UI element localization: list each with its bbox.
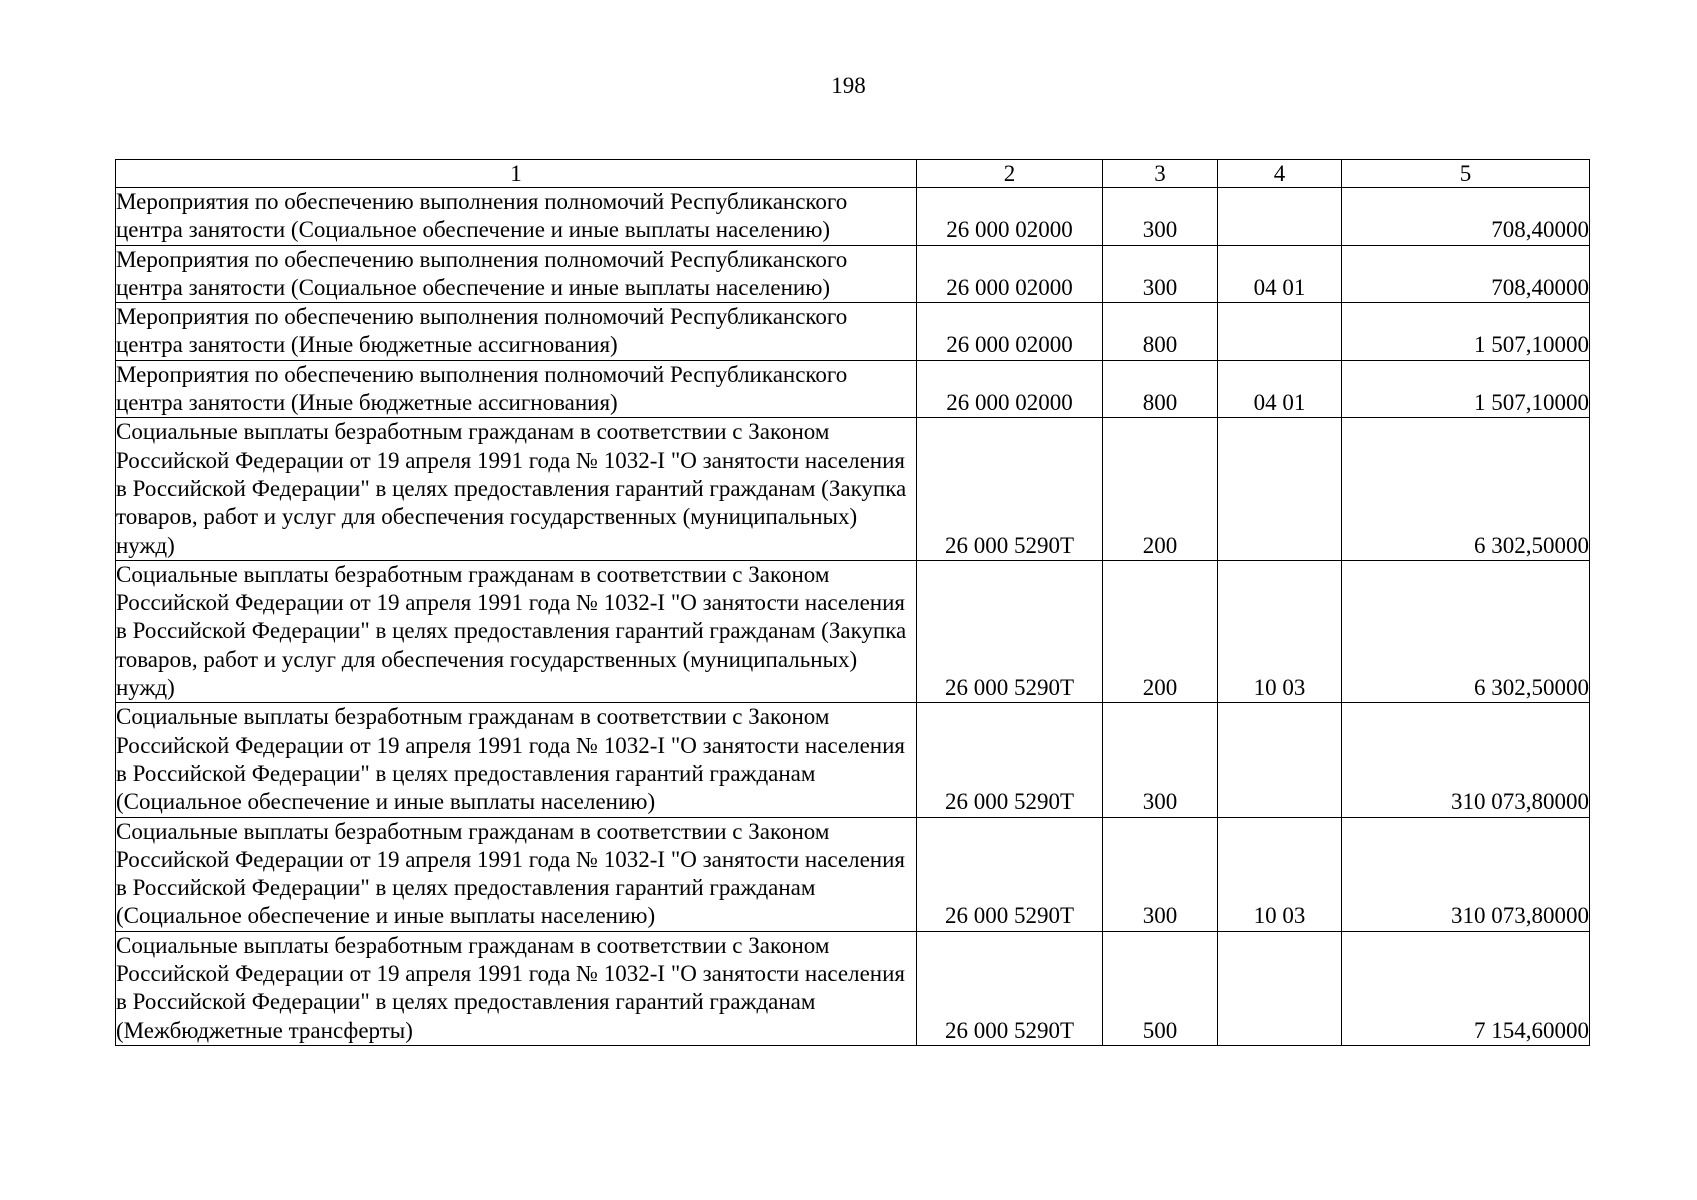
header-col-1: 1 (116, 160, 917, 188)
row-amount: 6 302,50000 (1342, 418, 1590, 560)
header-row (116, 160, 1590, 188)
page-number: 198 (831, 73, 866, 98)
row-section: 04 01 (1218, 245, 1342, 303)
row-amount: 1 507,10000 (1342, 360, 1590, 418)
row-target-article: 26 000 5290Т (917, 560, 1103, 702)
header-col-4: 4 (1218, 160, 1342, 188)
header-col-5: 5 (1342, 160, 1590, 188)
table-row (116, 931, 1590, 1045)
header-col-3: 3 (1103, 160, 1218, 188)
row-target-article: 26 000 02000 (917, 303, 1103, 361)
table-row (116, 188, 1590, 246)
row-section (1218, 303, 1342, 361)
row-amount: 708,40000 (1342, 245, 1590, 303)
row-target-article: 26 000 5290Т (917, 703, 1103, 817)
row-section (1218, 188, 1342, 246)
row-section (1218, 418, 1342, 560)
row-amount: 310 073,80000 (1342, 703, 1590, 817)
row-expense-type: 300 (1103, 245, 1218, 303)
row-section (1218, 931, 1342, 1045)
row-expense-type: 800 (1103, 303, 1218, 361)
table-row (116, 360, 1590, 418)
row-expense-type: 300 (1103, 817, 1218, 931)
row-name: Мероприятия по обеспечению выполнения полномочий Республиканского центра занятости (Иные бюджетные ассигнования) (116, 360, 917, 418)
table-row (116, 303, 1590, 361)
row-expense-type: 500 (1103, 931, 1218, 1045)
table-row (116, 703, 1590, 817)
row-name: Социальные выплаты безработным гражданам в соответствии с Законом Российской Федерации от 19 апреля 1991 года № 1032-I "О занятости населения в Российской Федерации" в целях предоставления гарантий гражданам (Закупка товаров, работ и услуг для обеспечения государственных (муниципальных) нужд) (116, 560, 917, 702)
row-name: Социальные выплаты безработным гражданам в соответствии с Законом Российской Федерации от 19 апреля 1991 года № 1032-I "О занятости населения в Российской Федерации" в целях предоставления гарантий гражданам (Межбюджетные трансферты) (116, 931, 917, 1045)
row-expense-type: 300 (1103, 188, 1218, 246)
row-target-article: 26 000 02000 (917, 360, 1103, 418)
row-name: Социальные выплаты безработным гражданам в соответствии с Законом Российской Федерации от 19 апреля 1991 года № 1032-I "О занятости населения в Российской Федерации" в целях предоставления гарантий гражданам (Закупка товаров, работ и услуг для обеспечения государственных (муниципальных) нужд) (116, 418, 917, 560)
row-target-article: 26 000 5290Т (917, 418, 1103, 560)
budget-table (115, 159, 1590, 1046)
row-expense-type: 300 (1103, 703, 1218, 817)
row-section: 10 03 (1218, 817, 1342, 931)
row-expense-type: 200 (1103, 560, 1218, 702)
row-amount: 1 507,10000 (1342, 303, 1590, 361)
row-target-article: 26 000 5290Т (917, 817, 1103, 931)
table-row (116, 245, 1590, 303)
row-amount: 6 302,50000 (1342, 560, 1590, 702)
table-row (116, 817, 1590, 931)
row-target-article: 26 000 5290Т (917, 931, 1103, 1045)
row-expense-type: 800 (1103, 360, 1218, 418)
row-name: Мероприятия по обеспечению выполнения полномочий Республиканского центра занятости (Иные бюджетные ассигнования) (116, 303, 917, 361)
row-target-article: 26 000 02000 (917, 245, 1103, 303)
row-expense-type: 200 (1103, 418, 1218, 560)
row-amount: 708,40000 (1342, 188, 1590, 246)
row-amount: 310 073,80000 (1342, 817, 1590, 931)
row-section (1218, 703, 1342, 817)
table-row (116, 560, 1590, 702)
row-name: Социальные выплаты безработным гражданам в соответствии с Законом Российской Федерации от 19 апреля 1991 года № 1032-I "О занятости населения в Российской Федерации" в целях предоставления гарантий гражданам (Социальное обеспечение и иные выплаты населению) (116, 703, 917, 817)
row-amount: 7 154,60000 (1342, 931, 1590, 1045)
row-target-article: 26 000 02000 (917, 188, 1103, 246)
row-name: Социальные выплаты безработным гражданам в соответствии с Законом Российской Федерации от 19 апреля 1991 года № 1032-I "О занятости населения в Российской Федерации" в целях предоставления гарантий гражданам (Социальное обеспечение и иные выплаты населению) (116, 817, 917, 931)
row-name: Мероприятия по обеспечению выполнения полномочий Республиканского центра занятости (Социальное обеспечение и иные выплаты населению) (116, 245, 917, 303)
row-section: 10 03 (1218, 560, 1342, 702)
row-name: Мероприятия по обеспечению выполнения полномочий Республиканского центра занятости (Социальное обеспечение и иные выплаты населению) (116, 188, 917, 246)
row-section: 04 01 (1218, 360, 1342, 418)
header-col-2: 2 (917, 160, 1103, 188)
table-row (116, 418, 1590, 560)
